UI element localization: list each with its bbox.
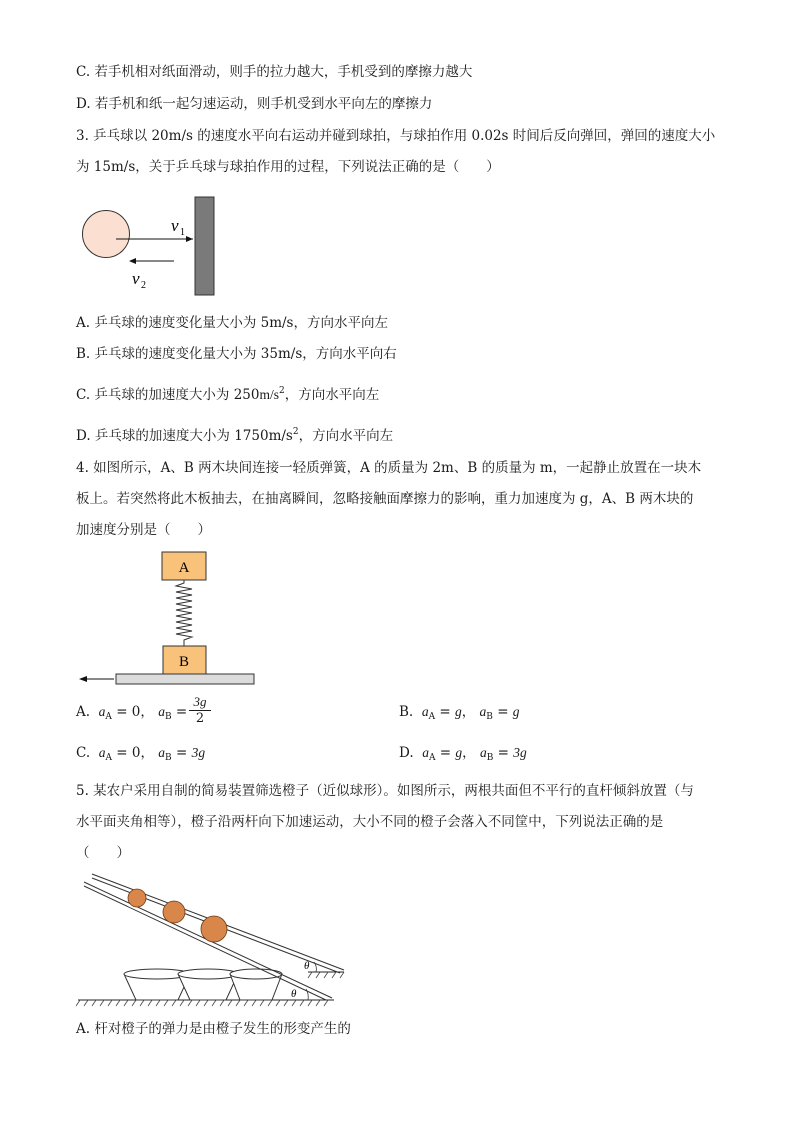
option-c-prev: C. 若手机相对纸面滑动，则手的拉力越大，手机受到的摩擦力越大 [76, 64, 473, 80]
q4-stem-line1: 4. 如图所示，A、B 两木块间连接一轻质弹簧，A 的质量为 2m、B 的质量为 m，一起静止放置在一块木 [76, 460, 702, 476]
q5-option-a: A. 杆对橙子的弹力是由橙子发生的形变产生的 [76, 1021, 351, 1037]
q3-stem-line1: 3. 乒乓球以 20m/s 的速度水平向右运动并碰到球拍，与球拍作用 0.02s 时间后反向弹回，弹回的速度大小 [76, 128, 716, 144]
option-d-prev: D. 若手机和纸一起匀速运动，则手机受到水平向左的摩擦力 [76, 96, 433, 112]
q5-stem-line2: 水平面夹角相等），橙子沿两杆向下加速运动，大小不同的橙子会落入不同筐中，下列说法正确的是 [76, 814, 664, 830]
v2-label: v [132, 269, 140, 288]
orange-small [128, 889, 146, 907]
q3-stem-line2: 为 15m/s，关于乒乓球与球拍作用的过程，下列说法正确的是（ ） [76, 159, 500, 175]
q4-option-b: B. $a_A = g$， $a_B = g$ [399, 704, 520, 722]
q4-option-a: A. $a_A = 0$， $a_B$ = [76, 704, 188, 722]
v1-label: v [171, 216, 179, 235]
svg-text:B: B [178, 654, 190, 670]
q4-figure [76, 550, 261, 690]
q3-figure [76, 195, 226, 300]
q4-option-c: C. $a_A = 0$， $a_B = 3g$ [76, 745, 206, 763]
racket [195, 197, 214, 295]
q3-option-d: D. 乒乓球的加速度大小为 $1750m/s^2$，方向水平向左 [76, 427, 394, 444]
q4-stem-line3: 加速度分别是（ ） [76, 522, 211, 538]
q4-option-a-fraction: 3g 2 [189, 694, 211, 727]
q3-option-c: C. 乒乓球的加速度大小为 $250m/s^2$，方向水平向左 [76, 386, 380, 403]
board [116, 674, 254, 684]
q3-option-b: B. 乒乓球的速度变化量大小为 35m/s，方向水平向右 [76, 346, 397, 362]
svg-text:2: 2 [141, 280, 146, 291]
svg-text:1: 1 [180, 227, 185, 238]
q3-option-a: A. 乒乓球的速度变化量大小为 5m/s，方向水平向左 [76, 315, 388, 331]
q5-figure [76, 868, 351, 1010]
orange-large [201, 916, 227, 942]
svg-text:A: A [178, 560, 190, 576]
theta-upper: θ [304, 960, 310, 972]
ping-pong-ball [83, 211, 130, 258]
theta-lower: θ [291, 988, 297, 1000]
basket-3 [230, 969, 282, 1000]
orange-medium [163, 901, 185, 923]
q4-stem-line2: 板上。若突然将此木板抽去，在抽离瞬间，忽略接触面摩擦力的影响，重力加速度为 g，A、B 两木块的 [76, 491, 694, 507]
basket-2 [178, 969, 238, 1000]
spring [176, 580, 192, 646]
q5-stem-line1: 5. 某农户采用自制的简易装置筛选橙子（近似球形）。如图所示，两根共面但不平行的直杆倾斜放置（与 [76, 783, 694, 799]
q4-option-d: D. $a_A = g$， $a_B = 3g$ [399, 745, 527, 763]
q5-stem-line3: （ ） [76, 845, 130, 861]
